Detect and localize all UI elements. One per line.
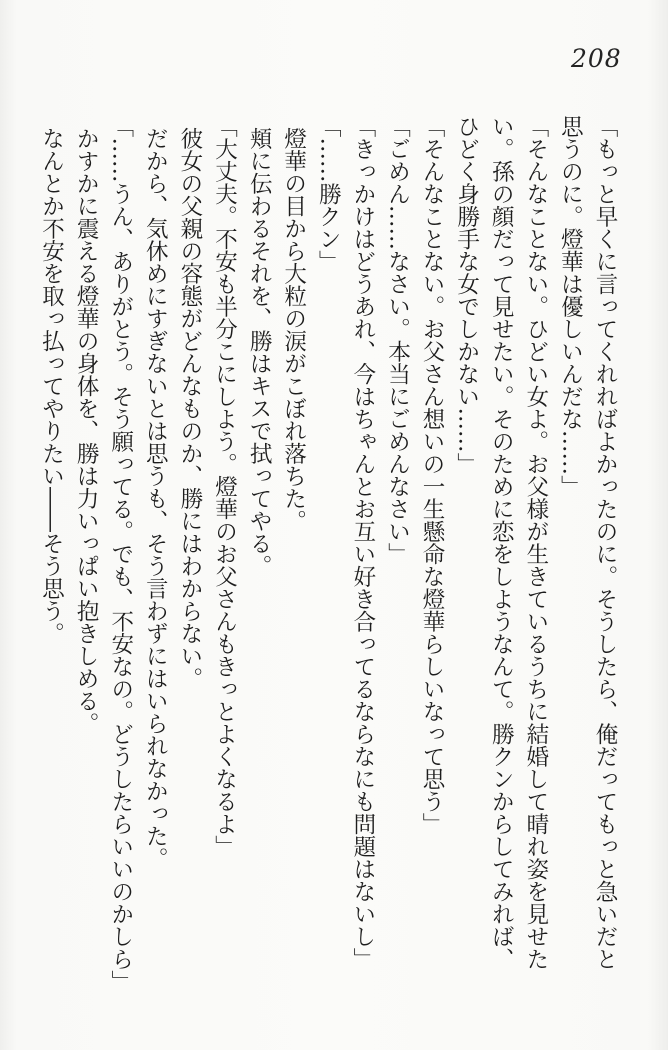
text-line: だから、気休めにすぎないとは思うも、そう言わずにはいられなかった。 [142, 127, 169, 870]
text-line: 「ごめん……なさい。本当にごめんなさい」 [384, 115, 411, 565]
text-line: 「そんなことない。ひどい女よ。お父様が生きているうちに結婚して晴れ姿を見せた [522, 115, 549, 970]
text-line: 「……うん、ありがとう。そう願ってる。でも、不安なの。どうしたらいいのかしら」 [107, 115, 134, 993]
text-line: なんとか不安を取っ払ってやりたい――そう思う。 [38, 127, 65, 645]
text-line: 「大丈夫。不安も半分こにしよう。燈華のお父さんもきっとよくなるよ」 [211, 115, 238, 858]
text-line: ひどく身勝手な女でしかない……」 [453, 115, 480, 475]
page-number: 208 [571, 44, 622, 73]
text-line: い。孫の顔だって見せたい。そのために恋をしようなんて。勝クンからしてみれば、 [488, 115, 515, 970]
text-line: かすかに震える燈華の身体を、勝は力いっぱい抱きしめる。 [73, 127, 100, 735]
text-line: 彼女の父親の容態がどんなものか、勝にはわからない。 [176, 127, 203, 690]
text-line: 「……勝クン」 [315, 115, 342, 273]
text-line: 「そんなことない。お父さん想いの一生懸命な燈華らしいなって思う」 [419, 115, 446, 835]
text-line: 頬に伝わるそれを、勝はキスで拭ってやる。 [246, 127, 273, 577]
text-line: 思うのに。燈華は優しいんだな……」 [557, 115, 584, 498]
text-line: 「もっと早くに言ってくれればよかったのに。そうしたら、俺だってもっと急いだと [592, 115, 618, 970]
text-line: 燈華の目から大粒の涙がこぼれ落ちた。 [280, 127, 307, 532]
text-block [30, 115, 622, 1005]
text-line: 「きっかけはどうあれ、今はちゃんとお互い好き合ってるならなにも問題はないし」 [349, 115, 376, 970]
